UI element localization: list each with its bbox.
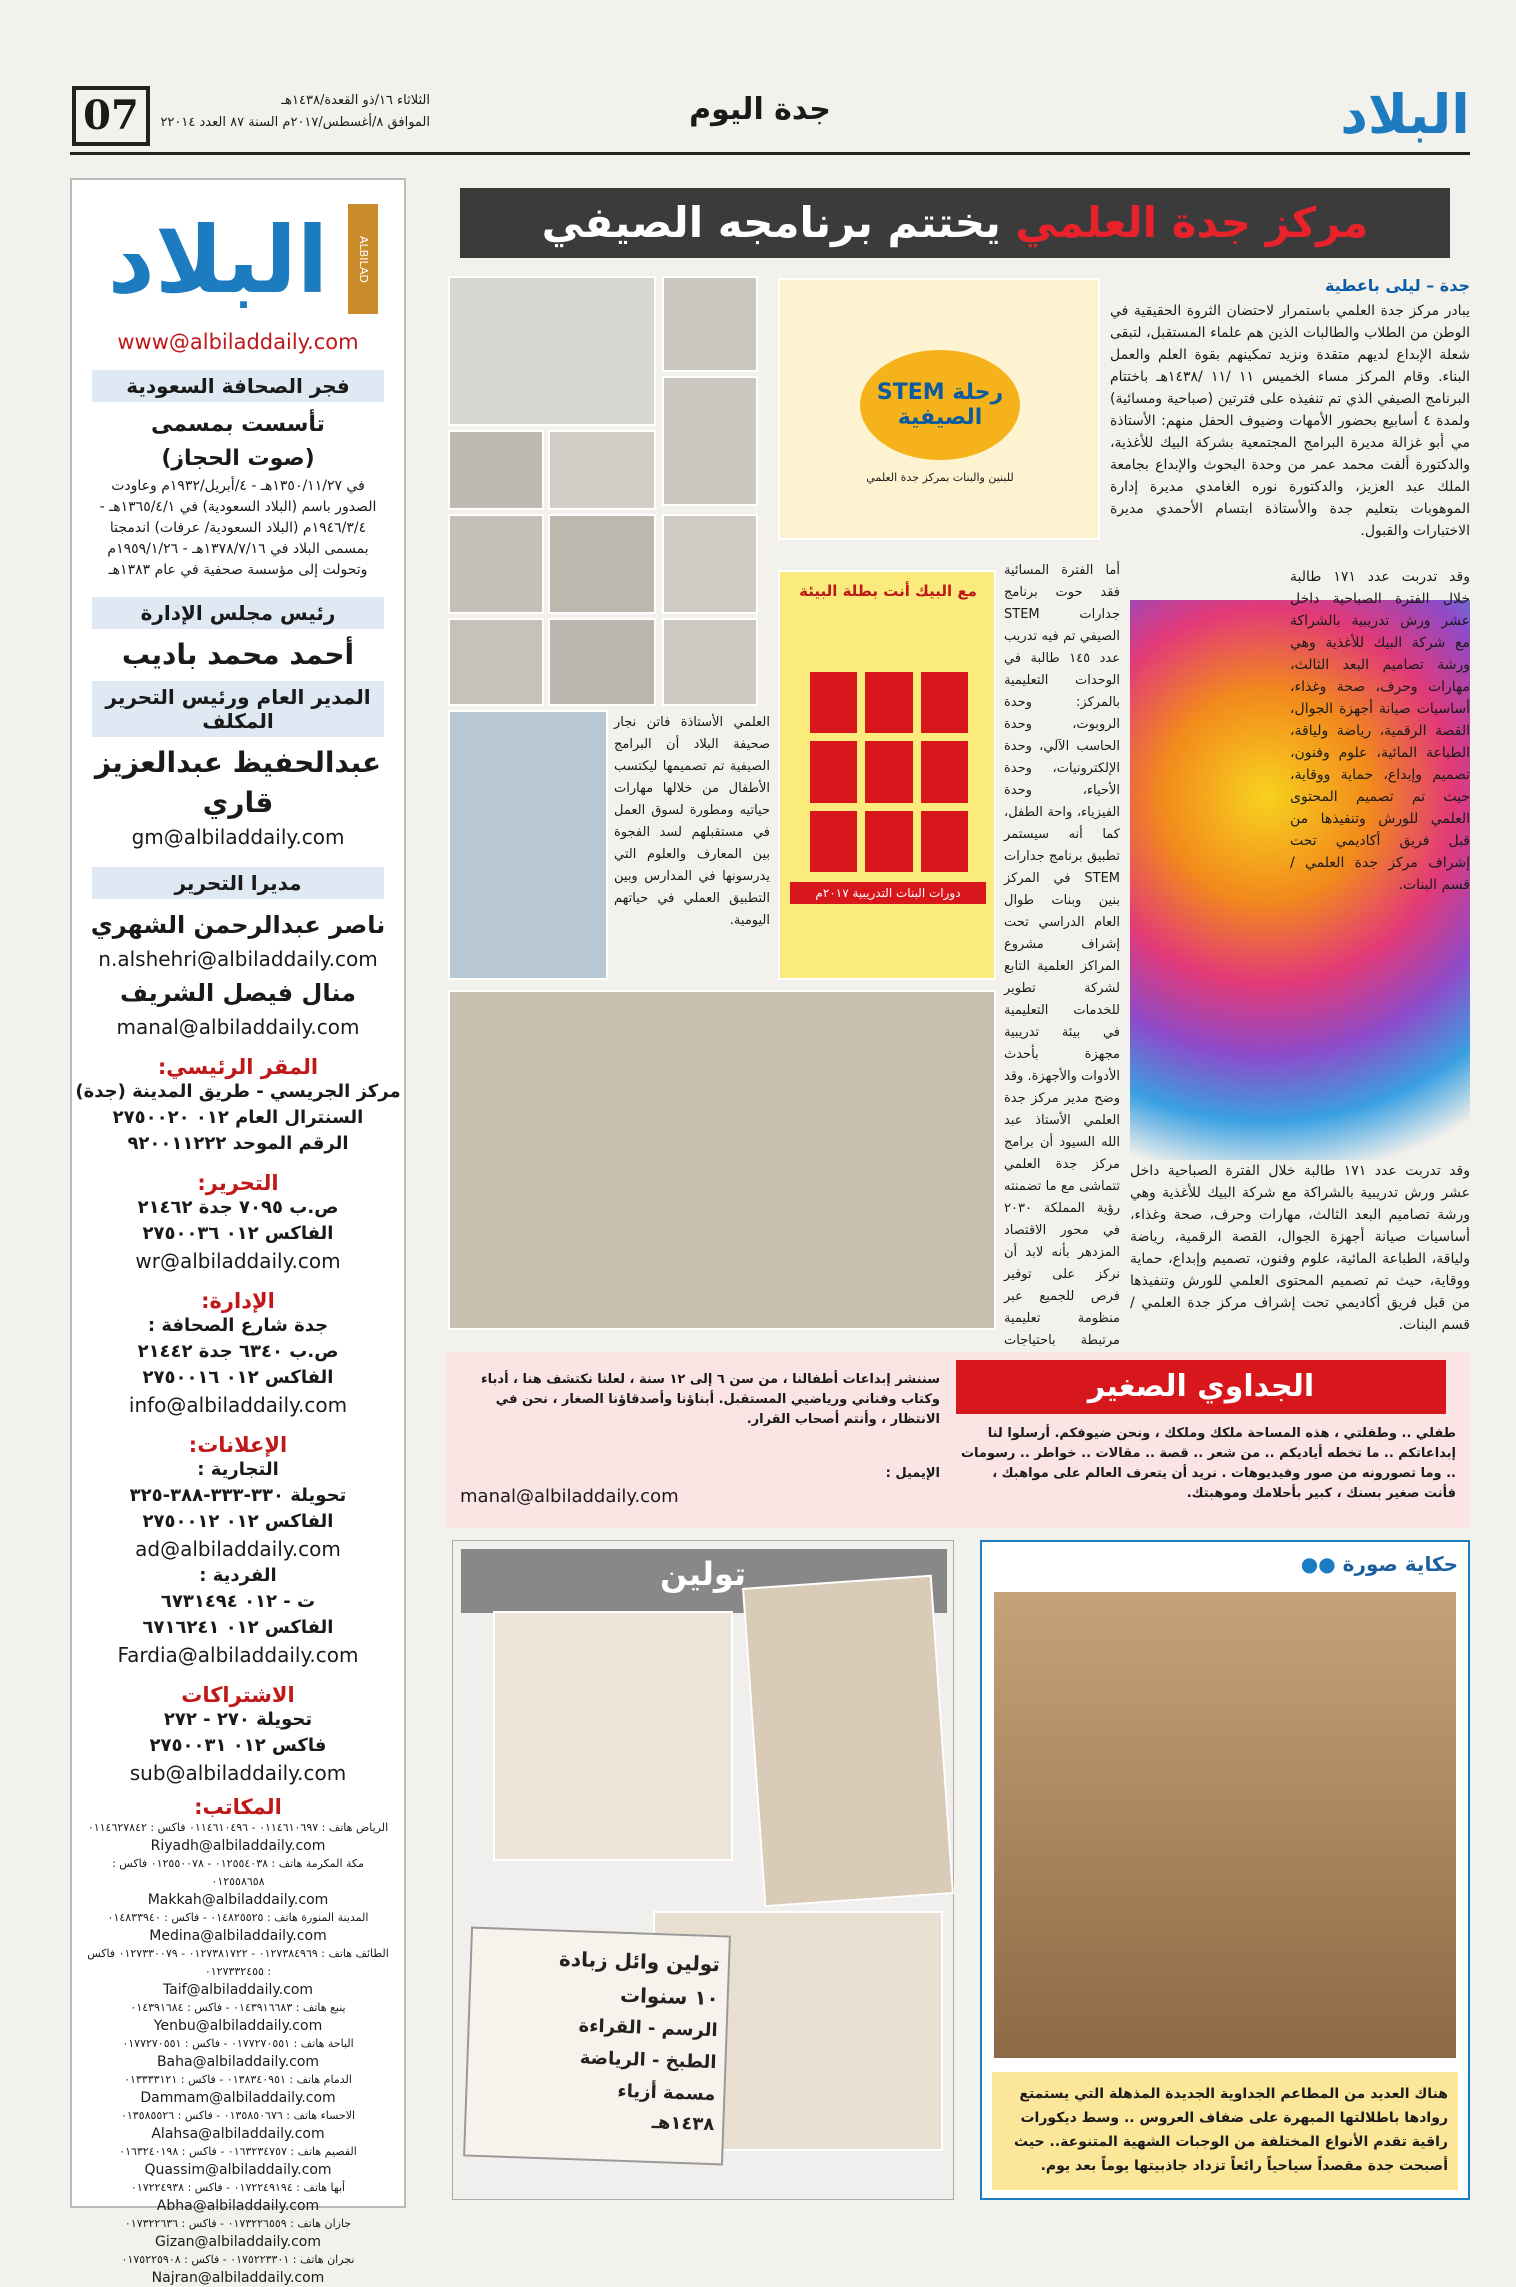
founding-history: في ١٣٥٠/١١/٢٧هـ - ٤/أبريل/١٩٣٢م وعاودت الصدور باسم (البلاد السعودية) في ١٣٦٥/٤/١هـ - ١٩٤٦/٣/٤م (البلاد السعودية/ عرفات) اندمجتا بمسمى البلاد في ١٣٧٨/٧/١٦هـ - ١٩٥٩/١/٢٦م وتحولت إلى مؤسسة صحفية في عام ١٣٨٣هـ: [99, 478, 377, 578]
office-phones: الطائف هاتف : ٠١٢٧٣٨٤٩٦٩ - ٠١٢٧٣٨١٧٢٢ - ٠١٢٧٣٣٠٠٧٩ فاكس : ٠١٢٧٣٣٢٤٥٥: [87, 1947, 389, 1978]
office-email[interactable]: Makkah@albiladdaily.com: [147, 1892, 329, 1908]
office-email[interactable]: Yenbu@albiladdaily.com: [153, 2018, 323, 2034]
ads-line4: الفاكس ٠١٢ ٦٧١٦٢٤١: [142, 1617, 334, 1638]
workshop-photo-11: [662, 618, 758, 706]
article-col-2b: وقد تدربت عدد ١٧١ طالبة خلال الفترة الصباحية داخل عشر ورش تدريبية بالشراكة مع شركة البيك للأغذية وهي ورشة تصاميم البعد الثالث، مهارات وحرف، صحة وغذاء، أساسيات صيانة أجهزة الجوال، القصة الرقمية، رياضة ولياقة، الطباعة المائية، علوم وفنون، تصميم وإبداع، حماية ووقاية، حيث تم تصميم المحتوى العلمي للورش وتنفيذها من قبل فريق أكاديمي تحت إشراف مركز جدة العلمي / قسم البنات.: [1130, 1163, 1470, 1333]
hq-line1: مركز الجريسي - طريق المدينة (جدة): [75, 1081, 401, 1102]
toleen-note-age: ١٠ سنوات: [619, 1982, 720, 2011]
ads-individual-label: الفردية :: [199, 1565, 277, 1586]
office-email[interactable]: Riyadh@albiladdaily.com: [150, 1838, 326, 1854]
office-phones: الرياض هاتف : ٠١١٤٦١٠٦٩٧ - ٠١١٤٦١٠٤٩٦ فاكس : ٠١١٤٦٢٧٨٤٢: [87, 1821, 389, 1834]
workshop-photo-8: [662, 514, 758, 614]
toleen-drawing-1: [493, 1611, 733, 1861]
sidebar-logo: [98, 196, 378, 326]
editorial-line2: الفاكس ٠١٢ ٢٧٥٠٠٣٦: [142, 1223, 334, 1244]
office-phones: جازان هاتف : ٠١٧٣٢٢٦٥٥٩ - فاكس : ٠١٧٣٢٢٦٣٦: [124, 2217, 352, 2230]
ads-commercial-label: التجارية :: [197, 1459, 279, 1480]
article-headline: [460, 188, 1450, 258]
office-email[interactable]: Baha@albiladdaily.com: [156, 2054, 320, 2070]
article-col-4: العلمي الأستاذة فاتن نجار صحيفة البلاد أن البرامج الصيفية تم تصميمها ليكتسب الأطفال من خلالها مهارات حياتيه ومطورة لسوق العمل في مستقبلهم لسد الفجوة بين المعارف والعلوم التي يدرسونها في المدارس وبين التطبيق العملي في حياتهم اليومية.: [614, 715, 770, 928]
header-divider: [70, 152, 1470, 155]
ads-email[interactable]: ad@albiladdaily.com: [135, 1537, 341, 1561]
ads-line2: الفاكس ٠١٢ ٢٧٥٠٠١٢: [142, 1511, 334, 1532]
workshop-icon: [921, 672, 968, 733]
workshop-icon: [810, 672, 857, 733]
headline-rest: يختتم برنامجه الصيفي: [541, 198, 1001, 247]
office-phones: الدمام هاتف : ٠١٣٨٣٤٠٩٥١ - فاكس : ٠١٣٣٣٣١٢١: [124, 2073, 352, 2086]
workshop-photo-3: [448, 430, 544, 510]
admin-title: الإدارة:: [201, 1289, 275, 1313]
workshop-photo-10: [548, 618, 656, 706]
workshop-icon: [921, 741, 968, 802]
offices-list: [72, 1819, 404, 2287]
admin-line2: ص.ب ٦٣٤٠ جدة ٢١٤٤٢: [137, 1341, 339, 1362]
founding-title: تأسست بمسمى: [151, 412, 325, 437]
jadawi-band: [446, 1352, 1470, 1528]
office-email[interactable]: Dammam@albiladdaily.com: [140, 2090, 336, 2106]
founding-band: فجر الصحافة السعودية: [92, 370, 384, 402]
bullet-dots-icon: ●●: [1300, 1552, 1336, 1576]
ads-email2[interactable]: Fardia@albiladdaily.com: [117, 1643, 359, 1667]
office-email[interactable]: Quassim@albiladdaily.com: [144, 2162, 332, 2178]
workshop-photo-9: [448, 618, 544, 706]
toleen-note-card: [463, 1927, 731, 2166]
founding-old-name: (صوت الحجاز): [161, 446, 315, 471]
offices-title: المكاتب:: [194, 1795, 282, 1819]
chairman-band: رئيس مجلس الإدارة: [92, 597, 384, 629]
girls-photo: [448, 710, 608, 980]
sidebar-masthead-box: [70, 178, 406, 2286]
manager2-name: منال فيصل الشريف: [120, 979, 356, 1007]
manager1-name: ناصر عبدالرحمن الشهري: [90, 911, 386, 939]
jadawi-left-text: سننشر إبداعات أطفالنا ، من سن ٦ إلى ١٢ سنة ، لعلنا نكتشف هنا ، أدباء وكتاب وفناني ورياضيي المستقبل. أبناؤنا وأصدقاؤنا الصغار ، نحن في الانتظار ، وأنتم أصحاب القرار.: [481, 1372, 940, 1427]
hq-line3: الرقم الموحد ٩٢٠٠١١٢٢٢: [127, 1133, 349, 1154]
office-phones: الاحساء هاتف : ٠١٣٥٨٥٠٦٧٦ - فاكس : ٠١٣٥٨٥٥٢٦: [120, 2109, 356, 2122]
toleen-note-dream: مسمة أزياء: [617, 2080, 716, 2106]
toleen-portrait: [742, 1575, 954, 1907]
workshop-photo-1: [448, 276, 656, 426]
stem-poster-sub: للبنين والبنات بمركز جدة العلمي: [866, 471, 1014, 484]
hekaya-title-text: حكاية صورة: [1342, 1552, 1458, 1576]
toleen-note-year: ١٤٣٨هـ: [651, 2111, 715, 2136]
workshop-photo-6: [448, 514, 544, 614]
date-gregorian: الموافق ٨/أغسطس/٢٠١٧م السنة ٨٧ العدد ٢٢٠١٤: [160, 115, 430, 130]
managers-band: مديرا التحرير: [92, 867, 384, 899]
office-phones: أبها هاتف : ٠١٧٢٢٤٩١٩٤ - فاكس : ٠١٧٢٢٤٩٣٨: [130, 2181, 346, 2194]
workshop-icon: [810, 811, 857, 872]
office-phones: مكة المكرمة هاتف : ٠١٢٥٥٤٠٣٨ - ٠١٢٥٥٠٠٧٨ فاكس : ٠١٢٥٥٨٦٥٨: [112, 1857, 364, 1888]
workshop-icon: [865, 811, 912, 872]
workshop-icon: [865, 741, 912, 802]
albaik-icon-grid: [810, 672, 968, 872]
article-col-2: وقد تدربت عدد ١٧١ طالبة خلال الفترة الصباحية داخل عشر ورش تدريبية بالشراكة مع شركة البيك للأغذية وهي ورشة تصاميم البعد الثالث، مهارات وحرف، صحة وغذاء، أساسيات صيانة أجهزة الجوال، القصة الرقمية، رياضة ولياقة، الطباعة المائية، علوم وفنون، تصميم وإبداع، حماية ووقاية، حيث تم تصميم المحتوى العلمي للورش وتنفيذها من قبل فريق أكاديمي تحت إشراف مركز جدة العلمي / قسم البنات.: [1290, 569, 1470, 893]
toleen-note-hobby1: الرسم - القراءة: [578, 2015, 718, 2042]
manager2-email[interactable]: manal@albiladdaily.com: [116, 1015, 360, 1039]
jadawi-title: الجداوي الصغير: [956, 1360, 1446, 1414]
toleen-title: تولين: [660, 1555, 746, 1593]
classroom-photo: [448, 990, 996, 1330]
office-email[interactable]: Medina@albiladdaily.com: [149, 1928, 327, 1944]
toleen-note-name: تولين وائل زبادة: [558, 1946, 721, 1977]
editorial-email[interactable]: wr@albiladdaily.com: [135, 1249, 341, 1273]
admin-line3: الفاكس ٠١٢ ٢٧٥٠٠١٦: [142, 1367, 334, 1388]
masthead-logo: البلاد: [1340, 83, 1470, 146]
office-email[interactable]: Taif@albiladdaily.com: [162, 1982, 314, 1998]
jadawi-right-text: طفلي .. وطفلتي ، هذه المساحة ملكك وملكك ، ونحن ضيوفكم. أرسلوا لنا إبداعاتكم .. ما تخطه أياديكم .. من شعر .. قصة .. مقالات .. خواطر .. رسومات .. وما تصورونه من صور وفيديوهات . نريد أن يتعرف العالم على مواهبك ، فأنت صغير بسنك ، كبير بأحلامك وموهبتك.: [960, 1426, 1456, 1501]
admin-email[interactable]: info@albiladdaily.com: [128, 1393, 348, 1417]
workshop-photo-4: [548, 430, 656, 510]
editor-band: المدير العام ورئيس التحرير المكلف: [92, 681, 384, 737]
workshop-photo-2: [662, 276, 758, 372]
ads-line3: ت - ٠١٢ ٦٧٣١٤٩٤: [160, 1591, 316, 1612]
stem-poster-title: رحلة STEM الصيفية: [876, 380, 1004, 430]
page-number: 07: [72, 86, 150, 146]
workshop-icon: [921, 811, 968, 872]
office-phones: القصيم هاتف : ٠١٦٣٢٣٤٧٥٧ - فاكس : ٠١٦٣٢٤٠١٩٨: [119, 2145, 357, 2158]
website-link[interactable]: www@albiladdaily.com: [117, 330, 359, 354]
editorial-line1: ص.ب ٧٠٩٥ جدة ٢١٤٦٢: [137, 1197, 339, 1218]
sidebar-logo-latin: ALBILAD: [348, 204, 378, 314]
subs-email[interactable]: sub@albiladdaily.com: [129, 1761, 347, 1785]
subs-line2: فاكس ٠١٢ ٢٧٥٠٠٣١: [149, 1735, 327, 1756]
section-title: جدة اليوم: [689, 92, 831, 127]
albaik-poster-title: مع البيك أنت بطلة البيئة: [799, 582, 977, 600]
office-phones: الباحة هاتف : ٠١٧٧٢٧٠٥٥١ - فاكس : ٠١٧٧٢٧٠٥٥١: [122, 2037, 354, 2050]
subs-title: الاشتراكات: [181, 1683, 295, 1707]
hekaya-panel: [980, 1540, 1470, 2200]
date-hijri: الثلاثاء ١٦/ذو القعدة/١٤٣٨هـ: [281, 93, 430, 108]
toleen-panel: [452, 1540, 954, 2200]
hekaya-caption: هناك العديد من المطاعم الجداوية الجديدة المذهلة التي يستمتع روادها باطلالتها المبهرة على ضفاف العروس .. وسط ديكورات راقية تقدم الأنواع المختلفة من الوجبات الشهية المتنوعة.. حيث أصبحت جدة مقصداً سياحياً رائعاً تزداد جاذبيتها يوماً بعد يوم.: [992, 2072, 1458, 2190]
toleen-note-hobby2: الطبخ - الرياضة: [579, 2047, 717, 2074]
office-email[interactable]: Abha@albiladdaily.com: [156, 2198, 320, 2214]
albaik-poster: [778, 570, 996, 980]
office-phones: المدينة المنورة هاتف : ٠١٤٨٢٥٥٢٥ - فاكس : ٠١٤٨٣٣٩٤٠: [107, 1911, 369, 1924]
workshop-photo-5: [662, 376, 758, 506]
office-email[interactable]: Alahsa@albiladdaily.com: [151, 2126, 325, 2142]
article-col-1: يبادر مركز جدة العلمي باستمرار لاحتضان الثروة الحقيقية في الوطن من الطلاب والطالبات الذين هم علماء المستقبل، لتبقى شعلة الإبداع لديهم متقدة ونزيد تمكينهم بقوة العلم والعمل البناء. وقام المركز مساء الخميس ١١ /١١ /١٤٣٨هـ باختتام البرنامج الصيفي الذي تم تنفيذه على فترتين (صباحية ومسائية) ولمدة ٤ أسابيع بحضور الأمهات وضيوف الحفل منهم: الأستاذة مي أبو غزالة مديرة البرامج المجتمعية بشركة البيك للأغذية، والدكتورة ألفت محمد عمر من وحدة البحوث والإبداع بجامعة الملك عبد العزيز، والدكتورة نوره الغامدي مديرة إدارة الموهوبات بتعليم جدة والأستاذة ابتسام الأحمدي مديرة الاختبارات والقبول.: [1110, 303, 1470, 539]
hq-line2: السنترال العام ٠١٢ ٢٧٥٠٠٢٠: [112, 1107, 364, 1128]
editorial-title: التحرير:: [197, 1171, 279, 1195]
office-email[interactable]: Najran@albiladdaily.com: [151, 2270, 325, 2286]
article-byline: جدة – ليلى باعطية: [1325, 276, 1470, 295]
headline-accent: مركز جدة العلمي: [1015, 198, 1369, 247]
admin-line1: جدة شارع الصحافة :: [147, 1315, 329, 1336]
editor-name: عبدالحفيظ عبدالعزيز قاري: [94, 746, 382, 819]
office-phones: نجران هاتف : ٠١٧٥٢٢٣٣٠١ - فاكس : ٠١٧٥٢٢٥٩٠٨: [121, 2253, 355, 2266]
hq-title: المقر الرئيسي:: [157, 1055, 319, 1079]
subs-line1: تحويلة ٢٧٠ - ٢٧٢: [163, 1709, 313, 1730]
ads-title: الإعلانات:: [188, 1433, 288, 1457]
workshop-icon: [810, 741, 857, 802]
jadawi-email[interactable]: manal@albiladdaily.com: [460, 1486, 679, 1507]
workshop-photo-7: [548, 514, 656, 614]
hekaya-title: [1301, 1552, 1458, 1576]
manager1-email[interactable]: n.alshehri@albiladdaily.com: [98, 947, 378, 971]
editor-email[interactable]: gm@albiladdaily.com: [131, 825, 345, 849]
office-phones: ينبع هاتف : ٠١٤٣٩١٦٦٨٣ - فاكس : ٠١٤٣٩١٦٨٤: [130, 2001, 346, 2014]
date-box: [150, 90, 430, 134]
sidebar-logo-word: البلاد: [107, 207, 329, 314]
office-email[interactable]: Gizan@albiladdaily.com: [154, 2234, 322, 2250]
jadawi-email-label: الإيميل :: [885, 1466, 940, 1481]
workshop-icon: [865, 672, 912, 733]
stem-poster: [778, 278, 1100, 540]
article-col-3: أما الفترة المسائية فقد حوت برنامج جدارات STEM الصيفي تم فيه تدريب عدد ١٤٥ طالبة في الوحدات التعليمية بالمركز: وحدة الروبوت، وحدة الحاسب الآلي، وحدة الإلكترونيات، وحدة الأحياء، وحدة الفيزياء، واحة الطفل، كما أنه سيستمر تطبيق برنامج جدارات STEM في المركز بنين وبنات طوال العام الدراسي تحت إشراف مشروع المراكز العلمية التابع لشركة تطوير للخدمات التعليمية في بيئة تدريبية مجهزة بأحدث الأدوات والأجهزة. وقد وضح مدير مركز جدة العلمي الأستاذ عبد الله السيود أن برامج مركز جدة العلمي تتماشى مع ما تضمنته رؤية المملكة ٢٠٣٠ في محور الاقتصاد المزدهر بأنه لابد أن نركز على توفير فرص للجميع عبر منظومة تعليمية مرتبطة باحتياجات: [1004, 563, 1120, 1348]
albaik-poster-sub: دورات البنات التدريبية ٢٠١٧م: [790, 882, 986, 904]
chairman-name: أحمد محمد باديب: [121, 638, 355, 671]
ads-line1: تحويلة ٣٣٠-٣٣٣-٣٨٨-٣٢٥: [129, 1485, 347, 1506]
restaurant-photo: [992, 1590, 1458, 2060]
